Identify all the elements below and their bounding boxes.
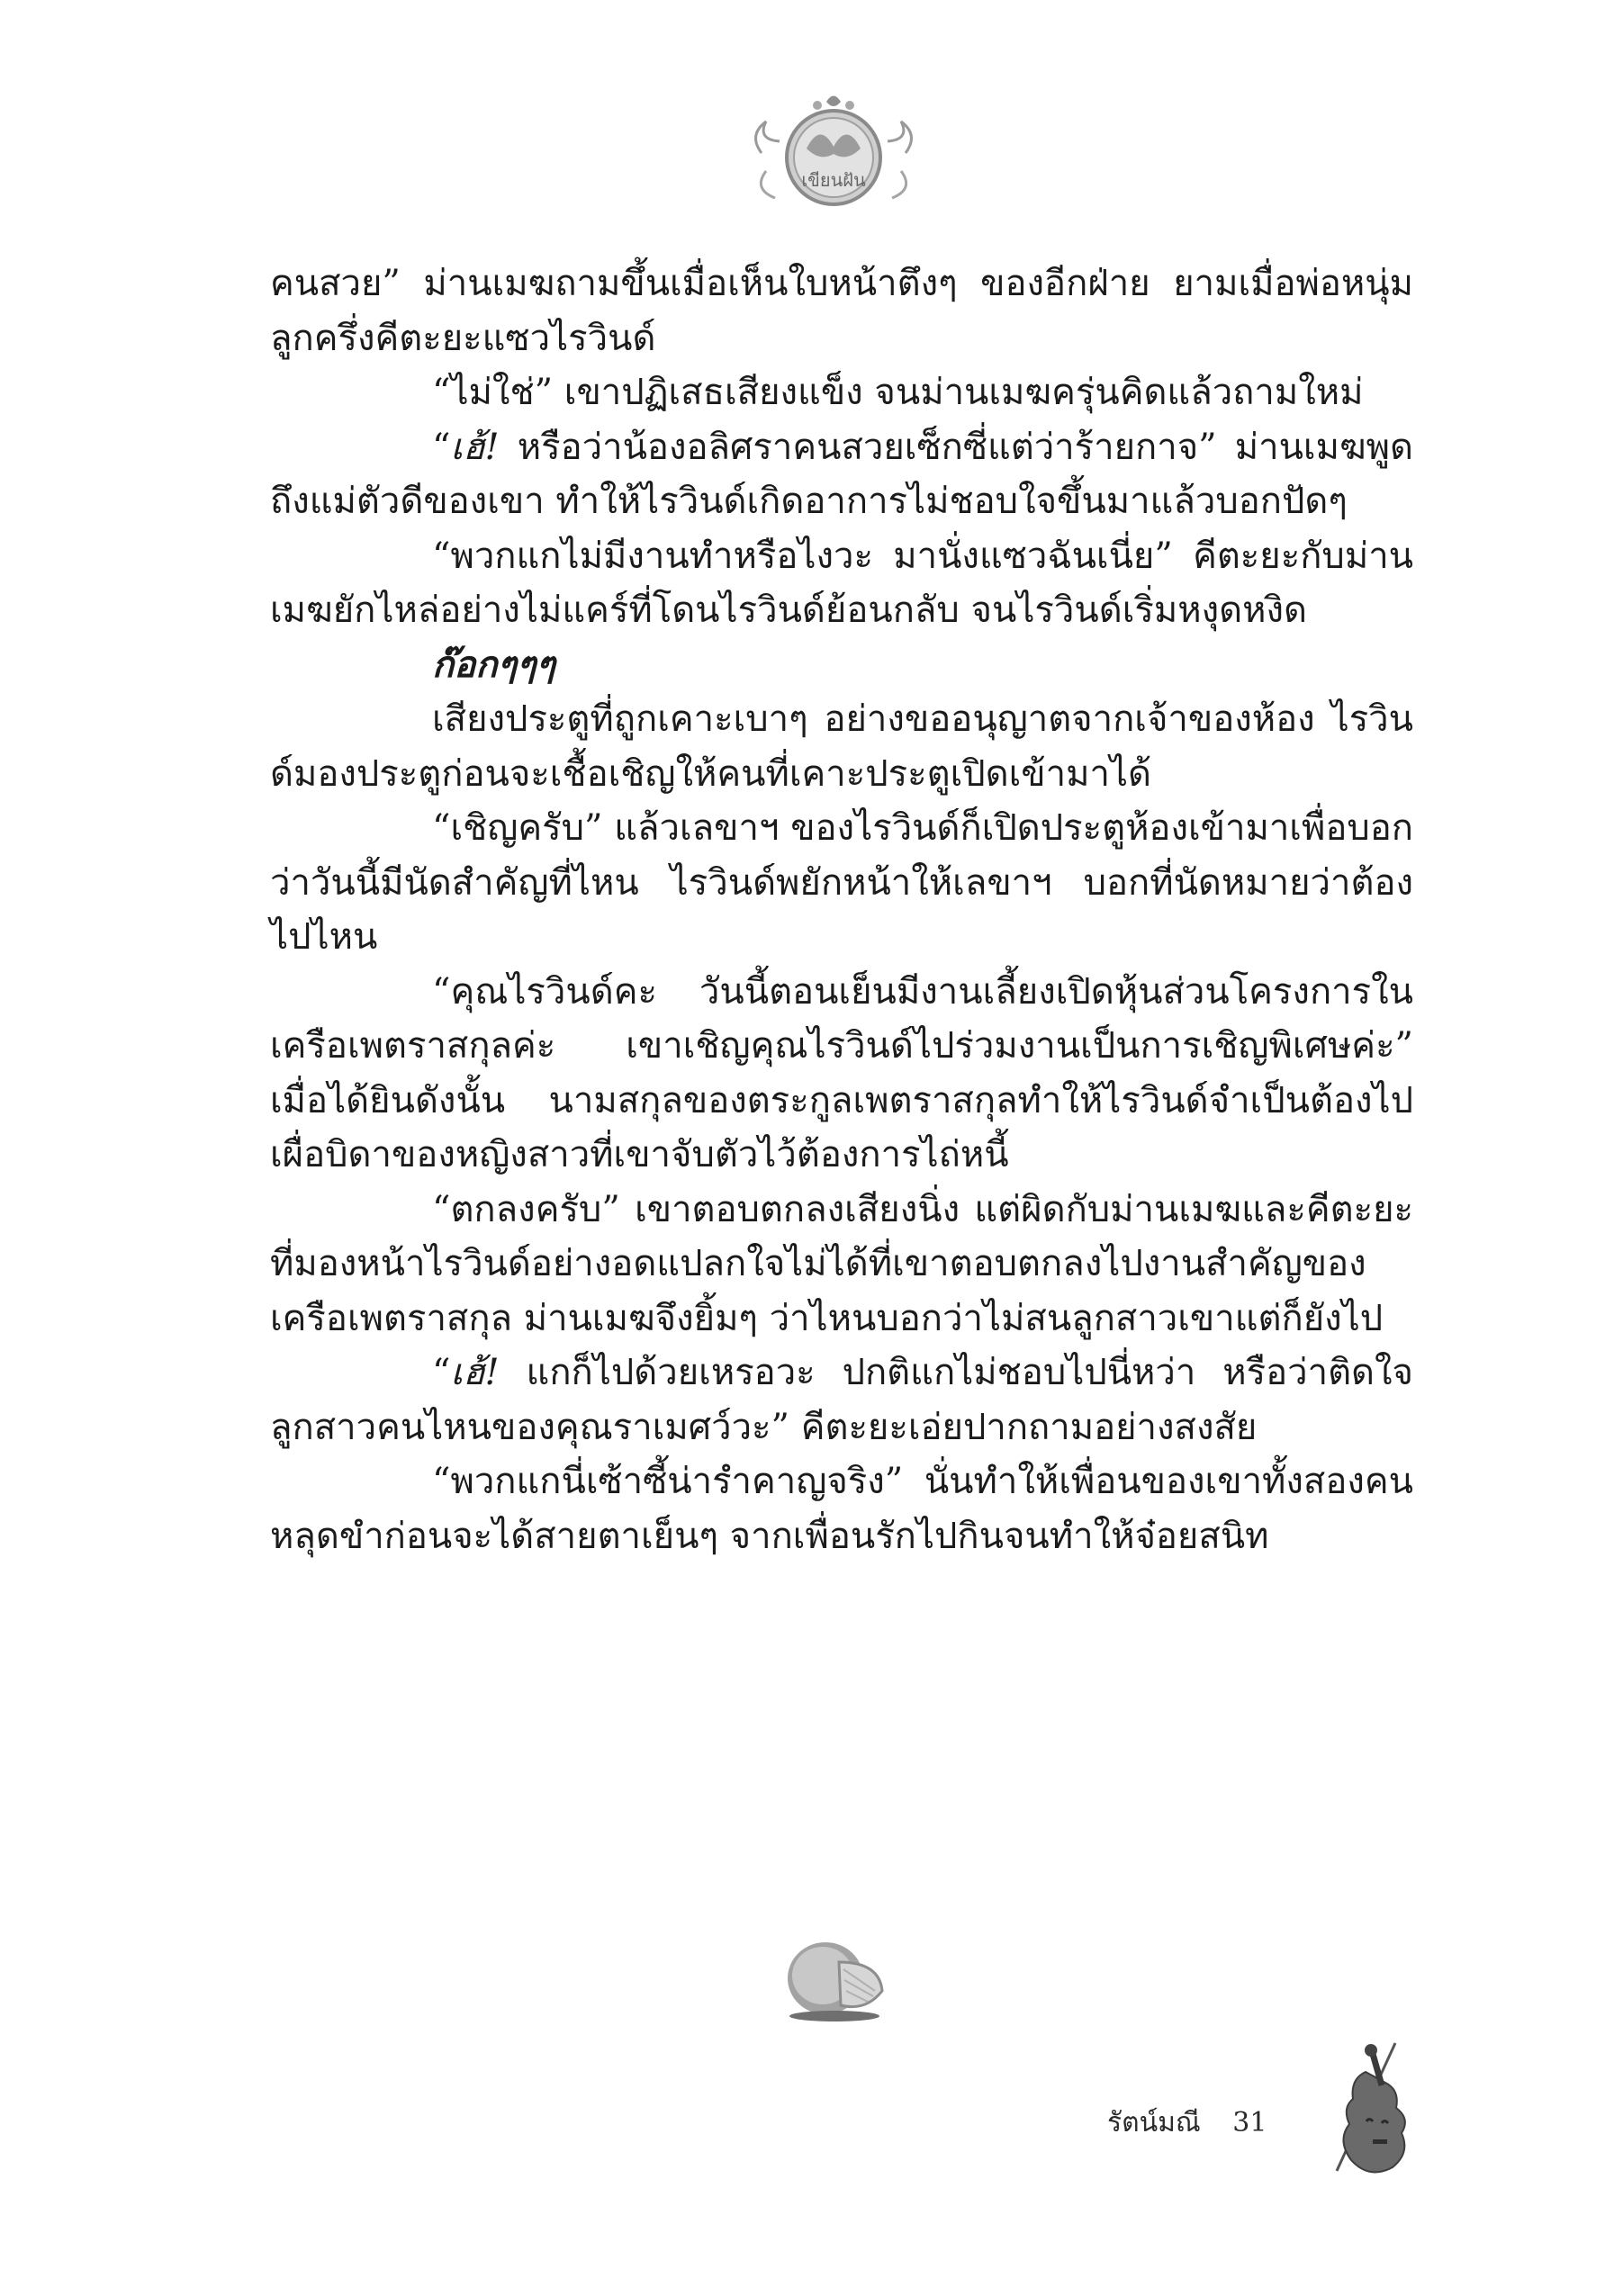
paragraph-rest: หรือว่าน้องอลิศราคนสวยเซ็กซี่แต่ว่าร้ายกาจ” ม่านเมฆพูดถึงแม่ตัวดีของเขา ทำให้ไรวินด์เกิดอาการไม่ชอบใจขึ้นมาแล้วบอกปัดๆ — [270, 426, 1413, 522]
page-footer — [1107, 2102, 1267, 2144]
author-name: รัตน์มณี — [1107, 2107, 1201, 2138]
italic-exclamation: เฮ้! — [450, 1352, 500, 1393]
ornamental-crest-icon — [744, 86, 924, 221]
header-logo-text: เขียนฝัน — [801, 169, 866, 191]
page-number: 31 — [1232, 2107, 1267, 2138]
paragraph: “คุณไรวินด์คะ วันนี้ตอนเย็นมีงานเลี้ยงเปิดหุ้นส่วนโครงการในเครือเพตราสกุลค่ะ เขาเชิญคุณไรวินด์ไปร่วมงานเป็นการเชิญพิเศษค่ะ” เมื่อได้ยินดังนั้น นามสกุลของตระกูลเพตราสกุลทำให้ไรวินด์จำเป็นต้องไปเผื่อบิดาของหญิงสาวที่เขาจับตัวไว้ต้องการไถ่หนี้ — [270, 970, 1413, 1175]
paragraph: เสียงประตูที่ถูกเคาะเบาๆ อย่างขออนุญาตจากเจ้าของห้อง ไรวินด์มองประตูก่อนจะเชื้อเชิญให้คนที่เคาะประตูเปิดเข้ามาได้ — [270, 698, 1413, 795]
orange-slice-icon — [776, 1926, 893, 2025]
paragraph — [270, 420, 1413, 529]
header-ornament — [744, 86, 924, 221]
paragraph-rest: แกก็ไปด้วยเหรอวะ ปกติแกไม่ชอบไปนี่หว่า หรือว่าติดใจลูกสาวคนไหนของคุณราเมศว์วะ” คีตะยะเอ่ยปากถามอย่างสงสัย — [270, 1352, 1413, 1448]
violin-icon — [1310, 2036, 1427, 2189]
paragraph: “พวกแกไม่มีงานทำหรือไงวะ มานั่งแซวฉันเนี่ย” คีตะยะกับม่านเมฆยักไหล่อย่างไม่แคร์ที่โดนไรวินด์ย้อนกลับ จนไรวินด์เริ่มหงุดหงิด — [270, 535, 1413, 631]
italic-exclamation: เฮ้! — [450, 426, 500, 468]
story-text — [270, 257, 1413, 1563]
sound-effect: ก๊อกๆๆๆ — [432, 643, 555, 686]
paragraph — [270, 1346, 1413, 1454]
paragraph: “ไม่ใช่” เขาปฏิเสธเสียงแข็ง จนม่านเมฆครุ่นคิดแล้วถามใหม่ — [432, 372, 1364, 413]
paragraph: “เชิญครับ” แล้วเลขาฯ ของไรวินด์ก็เปิดประตูห้องเข้ามาเพื่อบอกว่าวันนี้มีนัดสำคัญที่ไหน ไรวินด์พยักหน้าให้เลขาฯ บอกที่นัดหมายว่าต้องไปไหน — [270, 807, 1413, 958]
paragraph: “พวกแกนี่เซ้าซี้น่ารำคาญจริง” นั่นทำให้เพื่อนของเขาทั้งสองคนหลุดขำก่อนจะได้สายตาเย็นๆ จากเพื่อนรักไปกินจนทำให้จ๋อยสนิท — [270, 1461, 1413, 1557]
quote-open: “ — [432, 1352, 451, 1393]
quote-open: “ — [432, 426, 451, 468]
paragraph: “ตกลงครับ” เขาตอบตกลงเสียงนิ่ง แต่ผิดกับม่านเมฆและคีตะยะที่มองหน้าไรวินด์อย่างอดแปลกใจไม่ได้ที่เขาตอบตกลงไปงานสำคัญของเครือเพตราสกุล ม่านเมฆจึงยิ้มๆ ว่าไหนบอกว่าไม่สนลูกสาวเขาแต่ก็ยังไป — [270, 1188, 1413, 1339]
footer-ornament — [776, 1926, 893, 2025]
paragraph: คนสวย” ม่านเมฆถามขึ้นเมื่อเห็นใบหน้าตึงๆ ของอีกฝ่าย ยามเมื่อพ่อหนุ่มลูกครึ่งคีตะยะแซวไรวินด์ — [270, 263, 1413, 359]
footer-violin — [1310, 2036, 1427, 2189]
